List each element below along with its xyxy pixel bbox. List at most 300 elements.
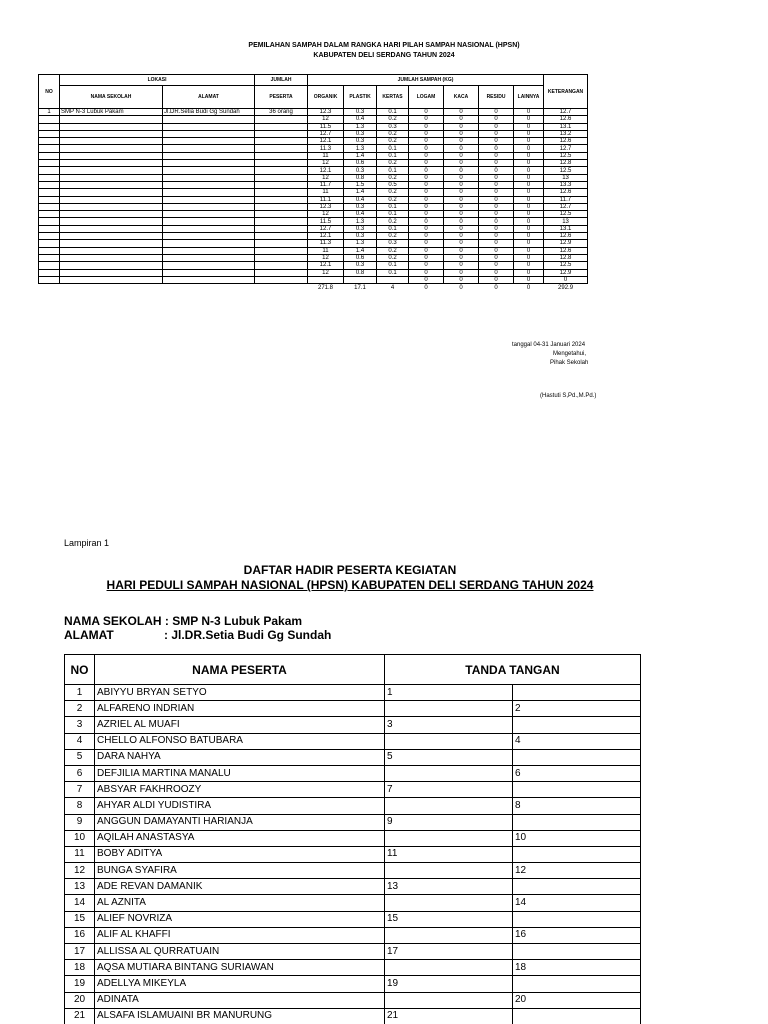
signature-left: 15: [385, 911, 513, 927]
signature-left: 13: [385, 879, 513, 895]
table-row: [39, 181, 751, 188]
value-cell: 0: [479, 174, 514, 181]
table-row: [39, 189, 751, 196]
signature-left: [385, 701, 513, 717]
value-cell: 12.3: [308, 203, 344, 210]
table-row: [39, 174, 751, 181]
school-address-cell: [163, 152, 255, 159]
value-cell: [377, 276, 409, 283]
school-name-cell: [60, 240, 163, 247]
value-cell: 0: [514, 196, 544, 203]
participants-count-cell: [255, 276, 308, 283]
school-address-cell: Jl.DR.Setia Budi Gg Sundah: [163, 109, 255, 116]
value-cell: 0: [479, 276, 514, 283]
table-row: [65, 685, 641, 701]
school-address-cell: [163, 189, 255, 196]
value-cell: 13.1: [544, 123, 588, 130]
value-cell: 11.3: [308, 145, 344, 152]
row-no-cell: [39, 160, 60, 167]
value-cell: 0: [479, 218, 514, 225]
participants-count-cell: [255, 240, 308, 247]
value-cell: 0: [444, 138, 479, 145]
participants-count-cell: [255, 123, 308, 130]
value-cell: 12.6: [544, 233, 588, 240]
signature-left: [385, 765, 513, 781]
row-no-cell: [39, 123, 60, 130]
col-no: NO: [39, 75, 60, 109]
value-cell: 0: [409, 189, 444, 196]
value-cell: 12.7: [544, 109, 588, 116]
value-cell: 12.3: [308, 109, 344, 116]
value-cell: 0.8: [344, 269, 377, 276]
value-cell: 0: [479, 225, 514, 232]
value-cell: 0: [444, 262, 479, 269]
value-cell: 11: [308, 247, 344, 254]
empty-cell: [60, 284, 163, 291]
participant-no: 16: [65, 927, 95, 943]
school-name-cell: [60, 211, 163, 218]
school-name-cell: [60, 123, 163, 130]
value-cell: 0: [444, 240, 479, 247]
value-cell: 0.2: [377, 160, 409, 167]
school-name-cell: [60, 196, 163, 203]
value-cell: 0.3: [344, 203, 377, 210]
value-cell: 0: [409, 203, 444, 210]
table-row: [65, 927, 641, 943]
school-address-cell: [163, 218, 255, 225]
signature-left: 19: [385, 976, 513, 992]
value-cell: 0.5: [377, 181, 409, 188]
participant-name: AZRIEL AL MUAFI: [95, 717, 385, 733]
value-cell: 0: [479, 116, 514, 123]
value-cell: 12.7: [544, 203, 588, 210]
signature-left: 21: [385, 1008, 513, 1024]
participant-no: 6: [65, 765, 95, 781]
value-cell: 11: [308, 152, 344, 159]
value-cell: 0: [444, 233, 479, 240]
participants-count-cell: [255, 269, 308, 276]
table-row: [39, 218, 751, 225]
value-cell: 0.4: [344, 196, 377, 203]
col-keterangan: KETERANGAN: [544, 75, 588, 109]
value-cell: 0: [514, 225, 544, 232]
value-cell: 0: [444, 152, 479, 159]
row-no-cell: 1: [39, 109, 60, 116]
value-cell: 12.1: [308, 138, 344, 145]
participant-name: CHELLO ALFONSO BATUBARA: [95, 733, 385, 749]
sign-date: tanggal 04-31 Januari 2024: [512, 342, 586, 348]
value-cell: 0: [409, 196, 444, 203]
value-cell: 12.5: [544, 211, 588, 218]
table-row: [65, 765, 641, 781]
signature-right: 18: [513, 960, 641, 976]
value-cell: 12.1: [308, 262, 344, 269]
value-cell: 0.2: [377, 138, 409, 145]
row-no-cell: [39, 254, 60, 261]
signature-left: 1: [385, 685, 513, 701]
value-cell: 1.4: [344, 247, 377, 254]
participant-name: DARA NAHYA: [95, 749, 385, 765]
value-cell: 0.8: [344, 174, 377, 181]
school-name-cell: [60, 138, 163, 145]
participant-name: ALFARENO INDRIAN: [95, 701, 385, 717]
participant-no: 7: [65, 782, 95, 798]
row-no-cell: [39, 276, 60, 283]
school-address-cell: [163, 276, 255, 283]
address-label: ALAMAT: [64, 628, 114, 642]
school-name-cell: [60, 160, 163, 167]
value-cell: 12.6: [544, 116, 588, 123]
total-cell: 0: [409, 284, 444, 291]
school-address-cell: [163, 254, 255, 261]
totals-row: [39, 284, 751, 291]
school-address-cell: [163, 123, 255, 130]
school-name-cell: [60, 130, 163, 137]
school-name-cell: [60, 203, 163, 210]
value-cell: 0: [444, 109, 479, 116]
value-cell: 1.5: [344, 181, 377, 188]
table-row: [65, 733, 641, 749]
participant-name: ALIF AL KHAFFI: [95, 927, 385, 943]
signature-left: [385, 798, 513, 814]
row-no-cell: [39, 189, 60, 196]
value-cell: 0.3: [344, 262, 377, 269]
value-cell: 12.1: [308, 167, 344, 174]
value-cell: 0: [479, 269, 514, 276]
value-cell: 0.4: [344, 116, 377, 123]
value-cell: 0: [444, 225, 479, 232]
value-cell: 0: [514, 240, 544, 247]
value-cell: 12: [308, 174, 344, 181]
value-cell: 0.1: [377, 269, 409, 276]
school-name-cell: [60, 262, 163, 269]
table-row: [65, 1008, 641, 1024]
signature-right: 16: [513, 927, 641, 943]
participant-name: ALSAFA ISLAMUAINI BR MANURUNG: [95, 1008, 385, 1024]
value-cell: 0: [479, 196, 514, 203]
signature-right: [513, 911, 641, 927]
school-name-cell: [60, 181, 163, 188]
value-cell: 13: [544, 218, 588, 225]
value-cell: 0.2: [377, 233, 409, 240]
value-cell: 0: [514, 269, 544, 276]
signature-left: 17: [385, 944, 513, 960]
participant-name: ADELLYA MIKEYLA: [95, 976, 385, 992]
address-row: [64, 628, 331, 642]
table-row: [65, 717, 641, 733]
value-cell: 0.6: [344, 160, 377, 167]
value-cell: 0: [479, 233, 514, 240]
school-info: [64, 614, 331, 642]
report-title-line2: KABUPATEN DELI SERDANG TAHUN 2024: [313, 52, 455, 59]
value-cell: 0: [514, 218, 544, 225]
table-row: [65, 749, 641, 765]
signature-left: [385, 992, 513, 1008]
table-row: [39, 196, 751, 203]
signature-left: 9: [385, 814, 513, 830]
value-cell: 1.3: [344, 218, 377, 225]
row-no-cell: [39, 181, 60, 188]
total-cell: 0: [514, 284, 544, 291]
value-cell: 11.7: [544, 196, 588, 203]
value-cell: 0: [409, 130, 444, 137]
value-cell: 12.7: [544, 145, 588, 152]
signature-left: 5: [385, 749, 513, 765]
value-cell: 0: [409, 254, 444, 261]
value-cell: 0: [444, 269, 479, 276]
school-address-cell: [163, 196, 255, 203]
value-cell: 0: [409, 225, 444, 232]
school-address-cell: [163, 160, 255, 167]
table-row: [65, 911, 641, 927]
value-cell: 0: [479, 138, 514, 145]
school-address-cell: [163, 138, 255, 145]
signature-left: 11: [385, 846, 513, 862]
table-row: [65, 960, 641, 976]
total-cell: 271.8: [308, 284, 344, 291]
signature-left: [385, 895, 513, 911]
row-no-cell: [39, 262, 60, 269]
value-cell: 12.7: [308, 225, 344, 232]
col-organik: ORGANIK: [308, 86, 344, 109]
value-cell: 0: [514, 262, 544, 269]
value-cell: 0: [514, 181, 544, 188]
total-cell: 0: [444, 284, 479, 291]
value-cell: 0: [444, 145, 479, 152]
report-title-line1: PEMILAHAN SAMPAH DALAM RANGKA HARI PILAH SAMPAH NASIONAL (HPSN): [248, 42, 520, 49]
value-cell: 0.4: [344, 211, 377, 218]
value-cell: 0.3: [344, 225, 377, 232]
school-address-cell: [163, 262, 255, 269]
value-cell: 11.5: [308, 123, 344, 130]
participant-no: 9: [65, 814, 95, 830]
sign-known: Mengetahui,: [553, 351, 587, 357]
signature-left: 3: [385, 717, 513, 733]
value-cell: 0: [444, 160, 479, 167]
school-address-cell: [163, 233, 255, 240]
value-cell: 0: [409, 138, 444, 145]
participant-name: ADE REVAN DAMANIK: [95, 879, 385, 895]
value-cell: 0: [444, 167, 479, 174]
att-col-no: NO: [65, 655, 95, 685]
table-row: [39, 254, 751, 261]
value-cell: 0: [409, 276, 444, 283]
signature-right: 14: [513, 895, 641, 911]
address-value: : Jl.DR.Setia Budi Gg Sundah: [164, 628, 332, 642]
table-row: [39, 152, 751, 159]
participant-name: BOBY ADITYA: [95, 846, 385, 862]
table-row: [65, 976, 641, 992]
value-cell: 0: [479, 203, 514, 210]
value-cell: 13.3: [544, 181, 588, 188]
value-cell: 0: [479, 240, 514, 247]
value-cell: 0: [479, 123, 514, 130]
attendance-title-line2: HARI PEDULI SAMPAH NASIONAL (HPSN) KABUPATEN DELI SERDANG TAHUN 2024: [106, 578, 594, 592]
participant-name: AL AZNITA: [95, 895, 385, 911]
value-cell: 0: [444, 174, 479, 181]
table-row: [65, 782, 641, 798]
value-cell: 0: [444, 247, 479, 254]
signature-right: [513, 846, 641, 862]
value-cell: 12: [308, 116, 344, 123]
table-row: [39, 276, 751, 283]
col-peserta: PESERTA: [255, 86, 308, 109]
participant-name: ALIEF NOVRIZA: [95, 911, 385, 927]
table-row: [39, 116, 751, 123]
value-cell: 0: [514, 152, 544, 159]
school-name-cell: [60, 145, 163, 152]
value-cell: 0: [514, 116, 544, 123]
table-row: [65, 846, 641, 862]
school-address-cell: [163, 225, 255, 232]
signature-right: 20: [513, 992, 641, 1008]
value-cell: 0: [444, 116, 479, 123]
value-cell: 0: [479, 181, 514, 188]
value-cell: 0: [409, 218, 444, 225]
participant-no: 15: [65, 911, 95, 927]
value-cell: 0: [514, 145, 544, 152]
value-cell: 0: [409, 167, 444, 174]
value-cell: 0: [479, 211, 514, 218]
value-cell: 0: [444, 189, 479, 196]
value-cell: 1.3: [344, 123, 377, 130]
school-name-cell: [60, 225, 163, 232]
signature-left: [385, 927, 513, 943]
value-cell: 0: [479, 189, 514, 196]
school-address-cell: [163, 203, 255, 210]
participant-no: 17: [65, 944, 95, 960]
value-cell: 0: [479, 145, 514, 152]
table-row: [39, 211, 751, 218]
participants-count-cell: [255, 138, 308, 145]
value-cell: 0: [409, 116, 444, 123]
value-cell: 13.1: [544, 225, 588, 232]
school-name-cell: [60, 233, 163, 240]
row-no-cell: [39, 145, 60, 152]
value-cell: 0: [444, 130, 479, 137]
table-row: [39, 130, 751, 137]
value-cell: 0.1: [377, 225, 409, 232]
row-no-cell: [39, 269, 60, 276]
value-cell: 0: [479, 262, 514, 269]
value-cell: 0: [479, 152, 514, 159]
school-address-cell: [163, 174, 255, 181]
total-cell: 17.1: [344, 284, 377, 291]
participant-name: ALLISSA AL QURRATUAIN: [95, 944, 385, 960]
participants-count-cell: [255, 152, 308, 159]
value-cell: 0: [409, 109, 444, 116]
value-cell: 0: [409, 123, 444, 130]
col-lokasi: LOKASI: [60, 75, 255, 86]
school-address-cell: [163, 269, 255, 276]
row-no-cell: [39, 218, 60, 225]
participants-count-cell: [255, 189, 308, 196]
signature-right: [513, 814, 641, 830]
participant-no: 3: [65, 717, 95, 733]
attendance-table-body: [65, 685, 641, 1024]
participant-no: 13: [65, 879, 95, 895]
school-name-cell: [60, 269, 163, 276]
table-row: [65, 798, 641, 814]
value-cell: 0.2: [377, 196, 409, 203]
row-no-cell: [39, 225, 60, 232]
row-no-cell: [39, 211, 60, 218]
value-cell: 0.1: [377, 211, 409, 218]
value-cell: 0.2: [377, 254, 409, 261]
participants-count-cell: [255, 247, 308, 254]
col-alamat: ALAMAT: [163, 86, 255, 109]
col-jumlah-sampah: JUMLAH SAMPAH (KG): [308, 75, 544, 86]
participant-no: 11: [65, 846, 95, 862]
value-cell: 0.2: [377, 130, 409, 137]
participants-count-cell: [255, 116, 308, 123]
row-no-cell: [39, 233, 60, 240]
value-cell: 12: [308, 160, 344, 167]
value-cell: 12.9: [544, 240, 588, 247]
school-name-cell: [60, 167, 163, 174]
row-no-cell: [39, 167, 60, 174]
participant-no: 12: [65, 863, 95, 879]
value-cell: 0.2: [377, 174, 409, 181]
participant-no: 18: [65, 960, 95, 976]
att-col-signature: TANDA TANGAN: [385, 655, 641, 685]
value-cell: 0: [514, 167, 544, 174]
participants-count-cell: [255, 218, 308, 225]
value-cell: 0.1: [377, 145, 409, 152]
col-residu: RESIDU: [479, 86, 514, 109]
empty-cell: [255, 284, 308, 291]
value-cell: 12: [308, 269, 344, 276]
value-cell: 12: [308, 254, 344, 261]
table-row: [39, 160, 751, 167]
value-cell: 11: [308, 189, 344, 196]
signature-left: [385, 960, 513, 976]
attendance-table: [64, 654, 641, 1024]
participant-no: 1: [65, 685, 95, 701]
value-cell: 12.6: [544, 138, 588, 145]
school-name-cell: [60, 152, 163, 159]
value-cell: 0: [514, 276, 544, 283]
lampiran-label: Lampiran 1: [64, 538, 110, 548]
value-cell: 0: [514, 123, 544, 130]
signature-right: [513, 1008, 641, 1024]
signature-right: 12: [513, 863, 641, 879]
value-cell: 1.3: [344, 145, 377, 152]
school-name-cell: [60, 189, 163, 196]
value-cell: 12.1: [308, 233, 344, 240]
value-cell: 12.5: [544, 167, 588, 174]
participants-count-cell: [255, 225, 308, 232]
table-row: [65, 830, 641, 846]
participant-name: AHYAR ALDI YUDISTIRA: [95, 798, 385, 814]
participant-name: ABIYYU BRYAN SETYO: [95, 685, 385, 701]
waste-table: [38, 74, 751, 291]
participant-name: ADINATA: [95, 992, 385, 1008]
value-cell: 0: [409, 233, 444, 240]
value-cell: 13: [544, 174, 588, 181]
value-cell: 0: [514, 174, 544, 181]
participant-no: 19: [65, 976, 95, 992]
value-cell: 0: [479, 247, 514, 254]
value-cell: 0: [409, 269, 444, 276]
value-cell: 0: [409, 211, 444, 218]
value-cell: 0: [444, 211, 479, 218]
participant-name: DEFJILIA MARTINA MANALU: [95, 765, 385, 781]
table-row: [39, 269, 751, 276]
value-cell: 0: [409, 174, 444, 181]
table-row: [65, 879, 641, 895]
att-col-name: NAMA PESERTA: [95, 655, 385, 685]
